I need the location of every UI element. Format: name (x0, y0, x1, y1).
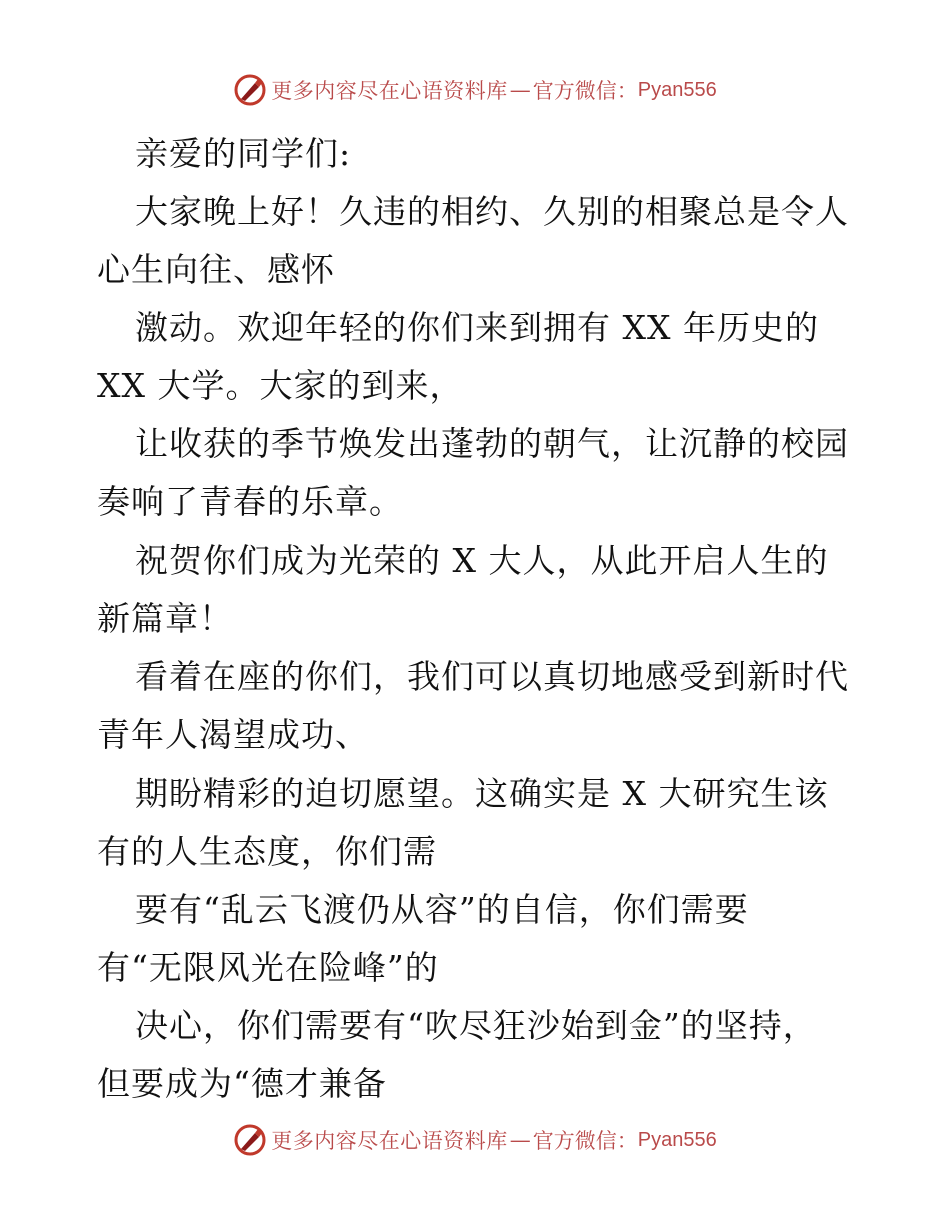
body-line: 新篇章！ (97, 599, 233, 638)
header-site-name: 更多内容尽在心语资料库 (271, 79, 508, 103)
body-line: 决心，你们需要有“吹尽狂沙始到金”的坚持， (135, 1006, 817, 1045)
body-line: 看着在座的你们，我们可以真切地感受到新时代 (135, 657, 849, 696)
body-line: XX 大学。大家的到来， (97, 366, 464, 405)
header-banner (0, 70, 950, 110)
body-line: 让收获的季节焕发出蓬勃的朝气，让沉静的校园 (135, 424, 849, 463)
body-line: 激动。欢迎年轻的你们来到拥有 XX 年历史的 (135, 308, 819, 347)
body-line: 有的人生态度，你们需 (97, 832, 437, 871)
body-line: 奏响了青春的乐章。 (97, 482, 403, 521)
body-line: 期盼精彩的迫切愿望。这确实是 X 大研究生该 (135, 774, 829, 813)
body-line: 有“无限风光在险峰”的 (97, 948, 439, 987)
footer-separator: — (509, 1128, 531, 1152)
body-line: 要有“乱云飞渡仍从容”的自信，你们需要 (135, 890, 749, 929)
body-line: 亲爱的同学们: (135, 134, 352, 173)
body-line: 祝贺你们成为光荣的 X 大人，从此开启人生的 (135, 541, 829, 580)
body-line: 大家晚上好！久违的相约、久别的相聚总是令人 (135, 192, 849, 231)
footer-banner (0, 1120, 950, 1160)
pen-logo-icon (233, 73, 267, 107)
body-line: 青年人渴望成功、 (97, 715, 369, 754)
body-line: 但要成为“德才兼备 (97, 1064, 387, 1103)
footer-wechat-label: 官方微信： (532, 1129, 638, 1153)
pen-logo-icon (233, 1123, 267, 1157)
header-separator: — (509, 78, 531, 102)
header-wechat-label: 官方微信： (532, 79, 638, 103)
footer-site-name: 更多内容尽在心语资料库 (271, 1129, 508, 1153)
footer-wechat-id: Pyan556 (637, 1128, 717, 1151)
header-wechat-id: Pyan556 (637, 78, 717, 101)
body-line: 心生向往、感怀 (97, 250, 335, 289)
